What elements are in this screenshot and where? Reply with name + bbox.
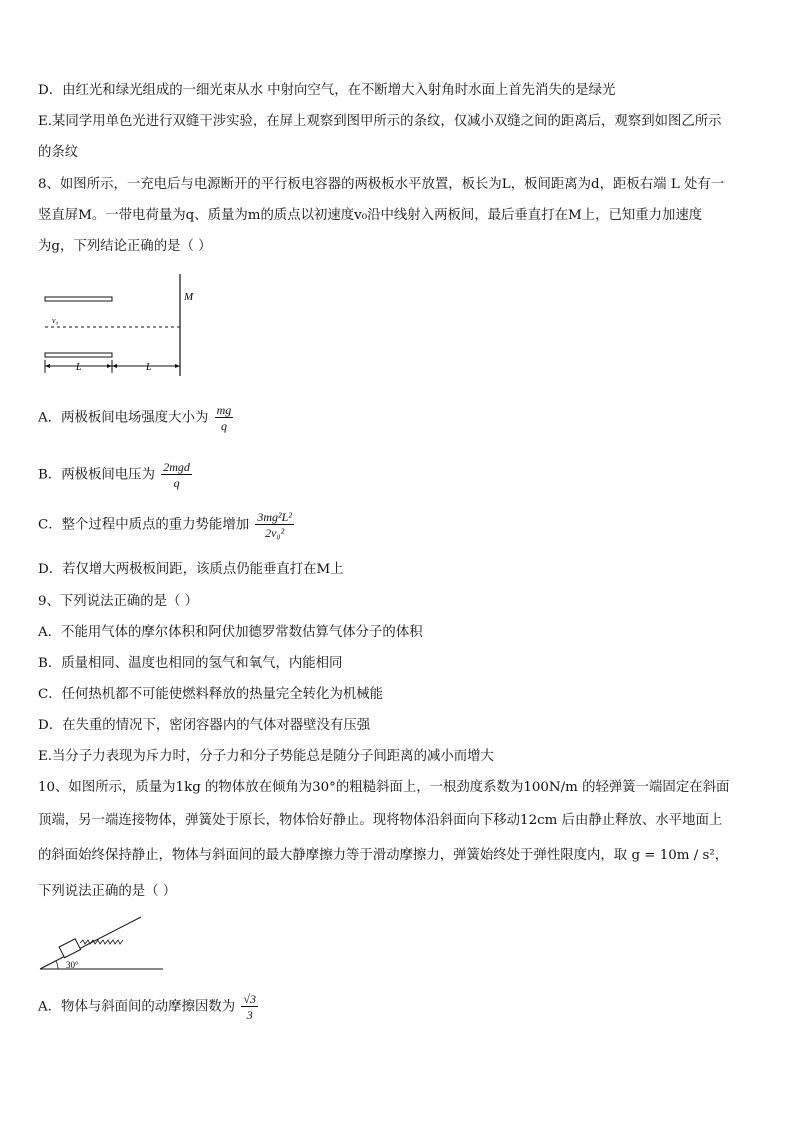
option-c-q8-text: C．整个过程中质点的重力势能增加 [38,517,250,533]
fraction-c8-num: 3mg²L² [257,510,292,524]
fraction-b8-den: q [173,476,180,490]
option-c-q9: C．任何热机都不可能使燃料释放的热量完全转化为机械能 [38,687,384,702]
option-d-q9: D．在失重的情况下，密闭容器内的气体对器壁没有压强 [38,718,371,733]
fraction-c8 [255,511,294,539]
option-a-q9: A．不能用气体的摩尔体积和阿伏加德罗常数估算气体分子的体积 [38,625,423,640]
fraction-a10-num: √3 [243,992,256,1006]
question-8-line3: 为g，下列结论正确的是（ ） [38,239,212,254]
fraction-b8 [161,461,192,489]
angle-label: 30° [66,960,79,970]
option-a-q8-text: A．两极板间电场强度大小为 [38,410,209,426]
label-l1: L [76,362,82,373]
option-e-q7-line2: 的条纹 [38,145,79,160]
option-c-q8 [38,511,294,539]
question-10-line2: 顶端，另一端连接物体，弹簧处于原长，物体恰好静止。现将物体沿斜面向下移动12cm 后由静止释放、水平地面上 [38,813,723,828]
label-v0: v₀ [52,316,59,325]
question-9: 9、下列说法正确的是（ ） [38,594,199,609]
fraction-a10 [241,993,258,1021]
capacitor-diagram [38,272,228,384]
fraction-a8-den: q [220,419,227,433]
spring [80,940,123,944]
incline-diagram [38,915,168,973]
block [59,939,80,958]
option-a-q8 [38,404,233,432]
fraction-a8 [215,404,234,432]
question-10-line4: 下列说法正确的是（ ） [38,884,177,899]
option-d-q8: D．若仅增大两极板间距，该质点仍能垂直打在M上 [38,562,344,577]
fraction-a8-num: mg [216,403,232,417]
option-d-q7: D．由红光和绿光组成的一细光束从水 中射向空气，在不断增大入射角时水面上首先消失的是绿光 [38,83,616,98]
fraction-b8-num: 2mgd [163,460,190,474]
option-b-q9: B．质量相同、温度也相同的氢气和氧气，内能相同 [38,656,343,671]
option-a-q10-text: A．物体与斜面间的动摩擦因数为 [38,999,236,1015]
lower-plate [45,353,112,357]
question-8-line2: 竖直屏M。一带电荷量为q、质量为m的质点以初速度v₀沿中线射入两板间，最后垂直打在M上，已知重力加速度 [38,208,703,223]
option-e-q7-line1: E.某同学用单色光进行双缝干涉实验，在屏上观察到图甲所示的条纹，仅减小双缝之间的距离后，观察到如图乙所示 [38,114,722,129]
fraction-c8-den: 2v₀² [265,526,285,540]
fraction-a10-den: 3 [246,1008,253,1022]
upper-plate [45,297,112,301]
option-b-q8-text: B．两极板间电压为 [38,467,155,483]
option-b-q8 [38,461,192,489]
option-a-q10 [38,993,258,1021]
question-10-line3: 的斜面始终保持静止，物体与斜面间的最大静摩擦力等于滑动摩擦力，弹簧始终处于弹性限度内，取 g = 10m / s²， [38,848,729,863]
label-m: M [184,291,194,303]
option-e-q9: E.当分子力表现为斥力时，分子力和分子势能总是随分子间距离的减小而增大 [38,749,494,764]
label-l2: L [146,362,152,373]
question-10-line1: 10、如图所示，质量为1kg 的物体放在倾角为30°的粗糙斜面上，一根劲度系数为100N/m 的轻弹簧一端固定在斜面 [38,780,730,795]
question-8-line1: 8、如图所示，一充电后与电源断开的平行板电容器的两极板水平放置，板长为L，板间距离为d，距板右端 L 处有一 [38,177,725,192]
